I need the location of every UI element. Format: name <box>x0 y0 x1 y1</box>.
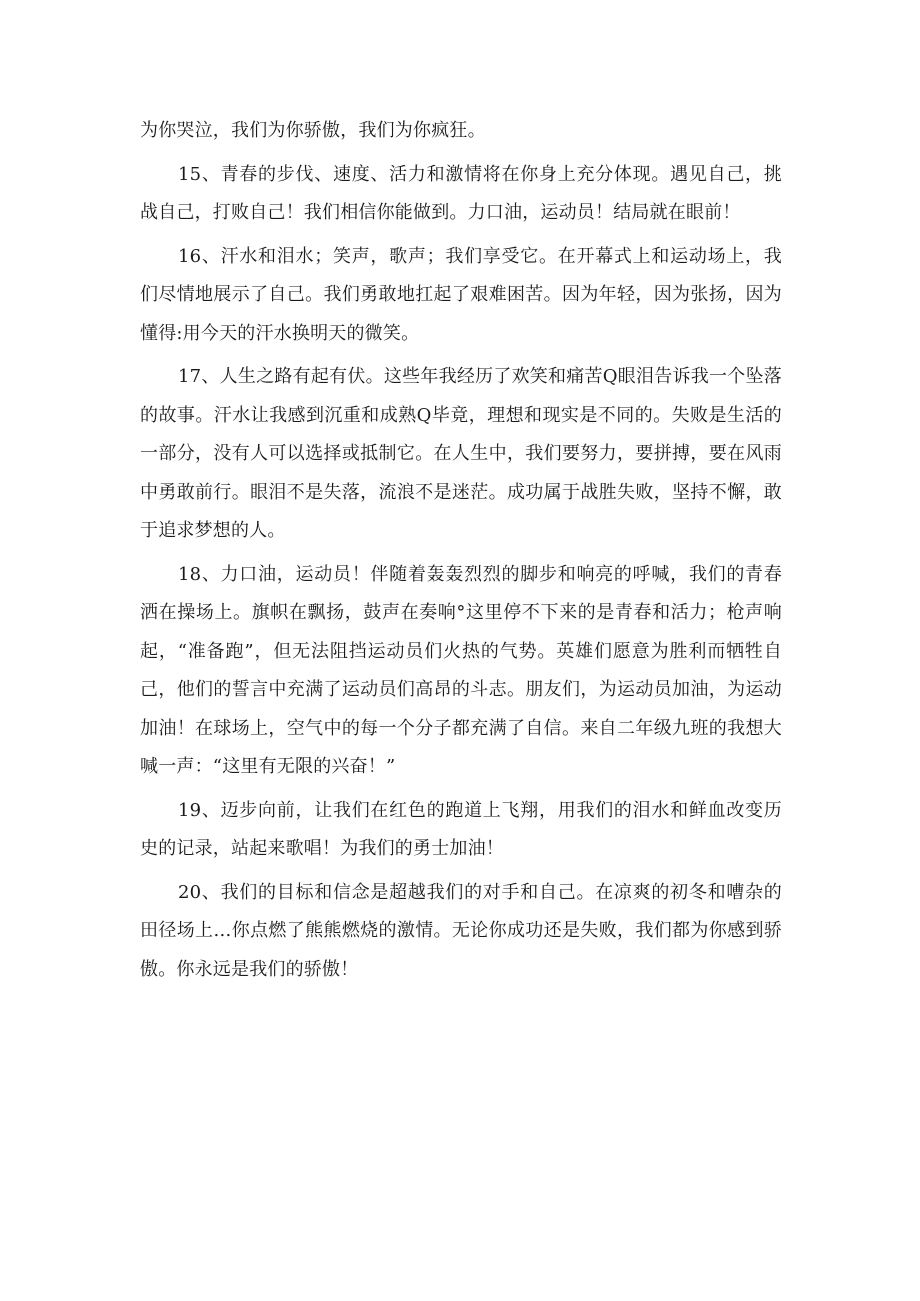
paragraph-continued: 为你哭泣，我们为你骄傲，我们为你疯狂。 <box>140 120 486 141</box>
paragraph-20: 20、我们的目标和信念是超越我们的对手和自己。在凉爽的初冬和嘈杂的田径场上…你点燃了熊熊燃烧的激情。无论你成功还是失败，我们都为你感到骄傲。你永远是我们的骄傲！ <box>140 881 782 980</box>
paragraph-16: 16、汗水和泪水；笑声，歌声；我们享受它。在开幕式上和运动场上，我们尽情地展示了自己。我们勇敢地扛起了艰难困苦。因为年轻，因为张扬，因为懂得:用今天的汗水换明天的微笑。 <box>140 245 782 344</box>
paragraph-15: 15、青春的步伐、速度、活力和激情将在你身上充分体现。遇见自己，挑战自己，打败自己！我们相信你能做到。力口油，运动员！结局就在眼前！ <box>140 163 782 223</box>
paragraph-19: 19、迈步向前，让我们在红色的跑道上飞翔，用我们的泪水和鲜血改变历史的记录，站起来歌唱！为我们的勇士加油！ <box>140 799 782 859</box>
paragraph-18: 18、力口油，运动员！伴随着轰轰烈烈的脚步和响亮的呼喊，我们的青春洒在操场上。旗帜在飘扬，鼓声在奏响°这里停不下来的是青春和活力；枪声响起，“准备跑”，但无法阻挡运动员们火热的气势。英雄们愿意为胜利而牺牲自己，他们的誓言中充满了运动员们高昂的斗志。朋友们，为运动员加油，为运动加油！在球场上，空气中的每一个分子都充满了自信。来自二年级九班的我想大喊一声：“这里有无限的兴奋！” <box>140 563 782 777</box>
paragraph-17: 17、人生之路有起有伏。这些年我经历了欢笑和痛苦Q眼泪告诉我一个坠落的故事。汗水让我感到沉重和成熟Q毕竟，理想和现实是不同的。失败是生活的一部分，没有人可以选择或抵制它。在人生中，我们要努力，要拼搏，要在风雨中勇敢前行。眼泪不是失落，流浪不是迷茫。成功属于战胜失败，坚持不懈，敢于追求梦想的人。 <box>140 366 782 541</box>
document-page <box>140 112 782 994</box>
